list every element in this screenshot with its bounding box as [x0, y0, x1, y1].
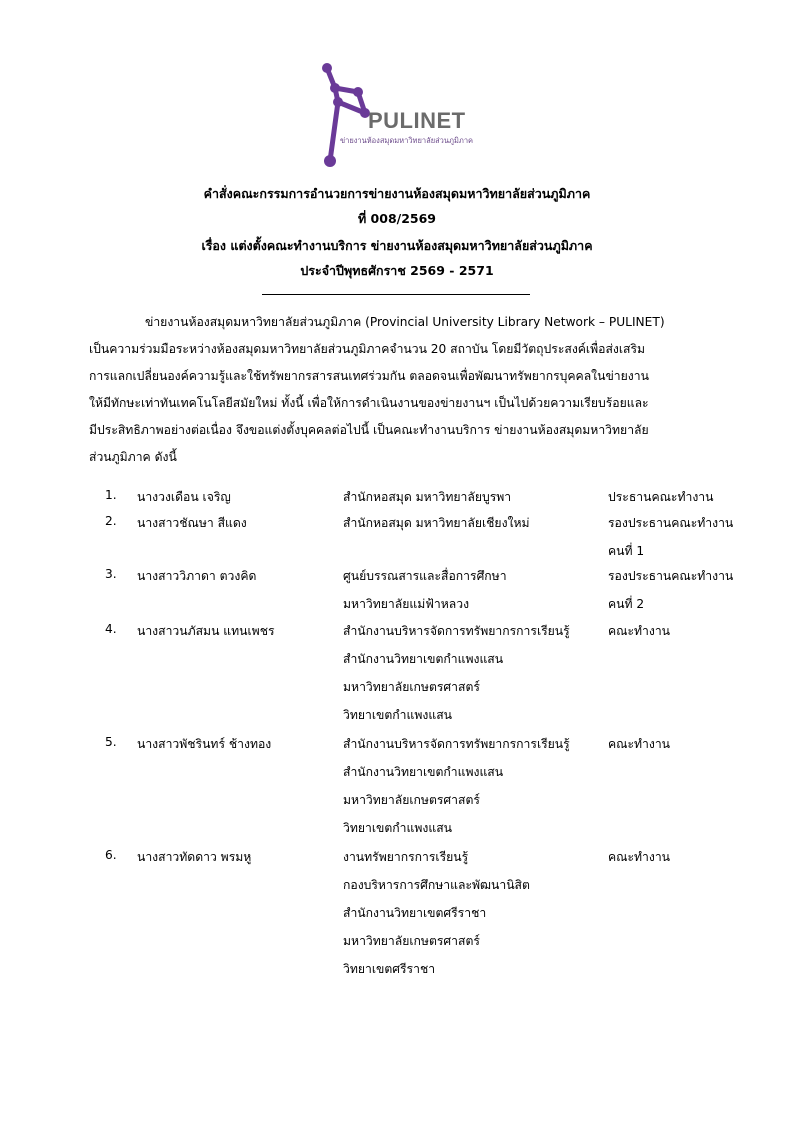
divider: [262, 294, 530, 295]
org-line: งานทรัพยากรการเรียนรู้: [343, 850, 469, 864]
member-name: นางสาวนภัสมน แทนเพชร: [137, 624, 275, 638]
role-line: คณะทำงาน: [608, 624, 671, 638]
member-number: 1.: [105, 488, 117, 502]
member-organization: [343, 622, 570, 734]
body-line: เป็นความร่วมมือระหว่างห้องสมุดมหาวิทยาลัยส่วนภูมิภาคจำนวน 20 สถาบัน โดยมีวัตถุประสงค์เพื่อส่งเสริม: [89, 342, 646, 356]
body-paragraph: [89, 309, 703, 471]
order-number: ที่ 008/2569: [357, 211, 437, 226]
member-organization: [343, 848, 530, 988]
member-number: 5.: [105, 735, 117, 749]
role-line: รองประธานคณะทำงาน: [608, 516, 734, 530]
member-role: [608, 622, 670, 650]
org-line: มหาวิทยาลัยเกษตรศาสตร์: [343, 680, 480, 694]
member-name: นางวงเดือน เจริญ: [137, 490, 231, 504]
org-line: สำนักงานบริหารจัดการทรัพยากรการเรียนรู้: [343, 737, 570, 751]
member-number: 3.: [105, 567, 117, 581]
org-line: วิทยาเขตศรีราชา: [343, 962, 436, 976]
role-line: คณะทำงาน: [608, 850, 671, 864]
member-role: [608, 735, 670, 763]
org-line: ศูนย์บรรณสารและสื่อการศึกษา: [343, 569, 507, 583]
body-line: ส่วนภูมิภาค ดังนี้: [89, 450, 177, 464]
role-line: ประธานคณะทำงาน: [608, 490, 714, 504]
org-line: สำนักงานวิทยาเขตกำแพงแสน: [343, 765, 504, 779]
body-line: ให้มีทักษะเท่าทันเทคโนโลยีสมัยใหม่ ทั้งนี้ เพื่อให้การดำเนินงานของข่ายงานฯ เป็นไปด้วยความเรียบร้อยและ: [89, 396, 649, 410]
org-line: สำนักงานวิทยาเขตศรีราชา: [343, 906, 487, 920]
logo-wordmark: PULINET: [368, 108, 466, 133]
member-number: 6.: [105, 848, 117, 862]
body-line: ข่ายงานห้องสมุดมหาวิทยาลัยส่วนภูมิภาค (Provincial University Library Network – PULINET): [145, 315, 665, 329]
role-line: รองประธานคณะทำงาน: [608, 569, 734, 583]
member-name: นางสาวชัณษา สีแดง: [137, 516, 247, 530]
org-line: สำนักงานวิทยาเขตกำแพงแสน: [343, 652, 504, 666]
org-line: สำนักหอสมุด มหาวิทยาลัยเชียงใหม่: [343, 516, 530, 530]
org-line: สำนักหอสมุด มหาวิทยาลัยบูรพา: [343, 490, 512, 504]
order-subject: เรื่อง แต่งตั้งคณะทำงานบริการ ข่ายงานห้องสมุดมหาวิทยาลัยส่วนภูมิภาค: [201, 238, 593, 253]
role-line: คนที่ 1: [608, 544, 645, 558]
org-line: มหาวิทยาลัยเกษตรศาสตร์: [343, 934, 480, 948]
member-organization: [343, 514, 530, 542]
org-line: สำนักงานบริหารจัดการทรัพยากรการเรียนรู้: [343, 624, 570, 638]
org-line: กองบริหารการศึกษาและพัฒนานิสิต: [343, 878, 530, 892]
logo-subtitle: ข่ายงานห้องสมุดมหาวิทยาลัยส่วนภูมิภาค: [340, 136, 474, 145]
org-line: วิทยาเขตกำแพงแสน: [343, 708, 452, 722]
member-organization: [343, 735, 570, 847]
member-name: นางสาววิภาดา ตวงคิด: [137, 569, 257, 583]
member-name: นางสาวพัชรินทร์ ช้างทอง: [137, 737, 272, 751]
role-line: คนที่ 2: [608, 597, 645, 611]
member-organization: [343, 488, 511, 516]
org-line: วิทยาเขตกำแพงแสน: [343, 821, 452, 835]
order-title: คำสั่งคณะกรรมการอำนวยการข่ายงานห้องสมุดมหาวิทยาลัยส่วนภูมิภาค: [203, 186, 591, 201]
member-organization: [343, 567, 507, 623]
member-role: [608, 488, 713, 516]
member-role: [608, 848, 670, 876]
role-line: คณะทำงาน: [608, 737, 671, 751]
member-number: 4.: [105, 622, 117, 636]
member-role: [608, 567, 733, 623]
order-period: ประจำปีพุทธศักราช 2569 - 2571: [300, 263, 494, 278]
member-name: นางสาวทัดดาว พรมหู: [137, 850, 252, 864]
body-line: มีประสิทธิภาพอย่างต่อเนื่อง จึงขอแต่งตั้งบุคคลต่อไปนี้ เป็นคณะทำงานบริการ ข่ายงานห้องสมุดมหาวิทยาลัย: [89, 423, 649, 437]
member-number: 2.: [105, 514, 117, 528]
member-role: [608, 514, 733, 570]
org-line: มหาวิทยาลัยเกษตรศาสตร์: [343, 793, 480, 807]
body-line: การแลกเปลี่ยนองค์ความรู้และใช้ทรัพยากรสารสนเทศร่วมกัน ตลอดจนเพื่อพัฒนาทรัพยากรบุคคลในข่ายงาน: [89, 369, 649, 383]
org-line: มหาวิทยาลัยแม่ฟ้าหลวง: [343, 597, 470, 611]
